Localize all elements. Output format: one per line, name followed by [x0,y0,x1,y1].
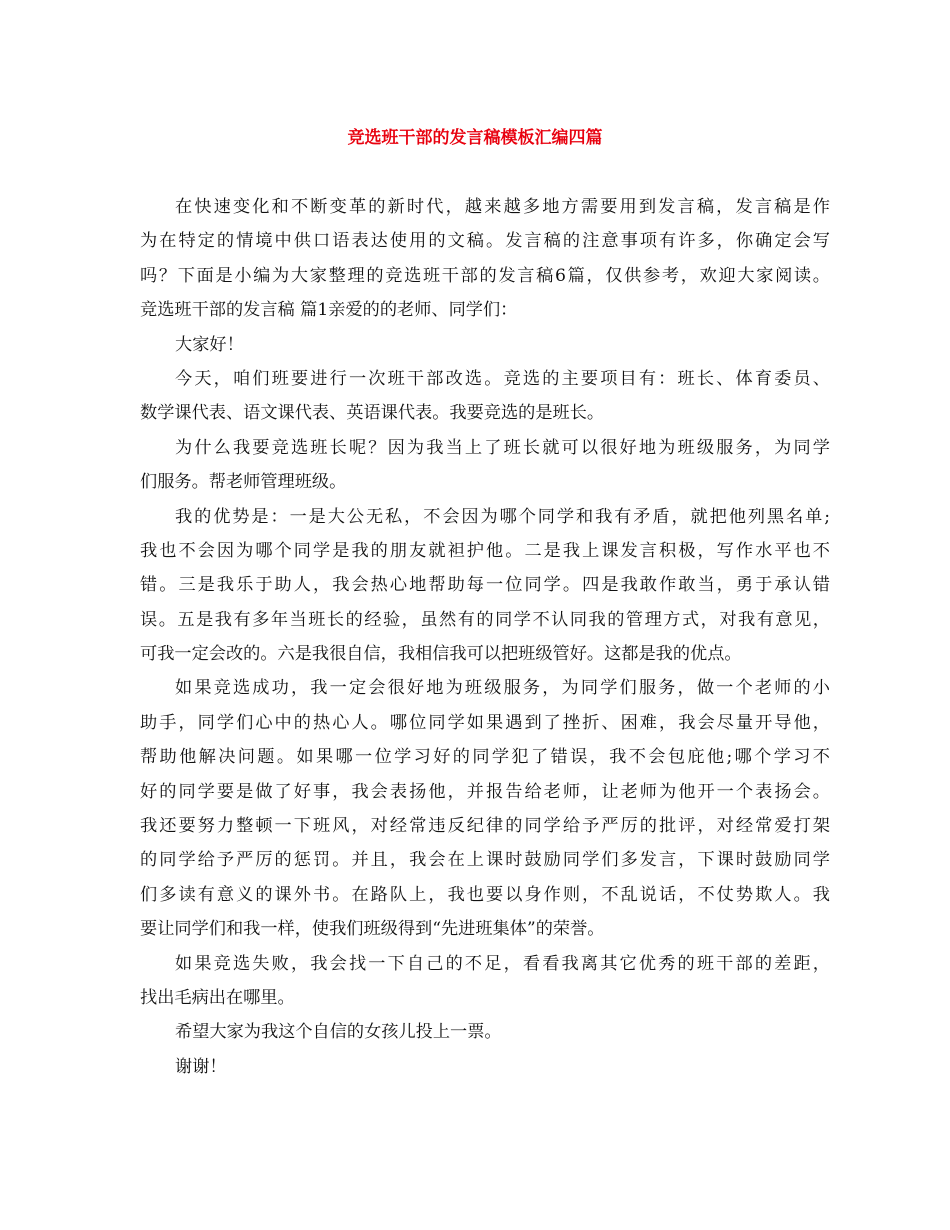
text-line: 今天，咱们班要进行一次班干部改选。竞选的主要项目有：班长、体育委员、 [175,368,830,389]
text-line: 谢谢！ [175,1056,227,1077]
document-body [140,190,830,1084]
text-line: 的同学给予严厉的惩罚。并且，我会在上课时鼓励同学们多发言，下课时鼓励同学 [140,850,830,871]
text-line: 为在特定的情境中供口语表达使用的文稿。发言稿的注意事项有许多，你确定会写 [140,231,830,252]
text-line: 我还要努力整顿一下班风，对经常违反纪律的同学给予严厉的批评，对经常爱打架 [140,816,830,837]
text-line: 在快速变化和不断变革的新时代，越来越多地方需要用到发言稿，发言稿是作 [175,197,830,217]
text-line: 如果竞选成功，我一定会很好地为班级服务，为同学们服务，做一个老师的小 [175,678,830,699]
text-line: 我也不会因为哪个同学是我的朋友就袒护他。二是我上课发言积极，写作水平也不 [140,540,830,561]
text-line: 要让同学们和我一样，使我们班级得到“先进班集体”的荣誉。 [140,919,605,940]
text-line: 竞选班干部的发言稿 篇1亲爱的的老师、同学们： [140,300,518,321]
text-line: 为什么我要竞选班长呢？因为我当上了班长就可以很好地为班级服务，为同学 [175,437,830,458]
text-line: 数学课代表、语文课代表、英语课代表。我要竞选的是班长。 [140,403,605,424]
text-line: 可我一定会改的。六是我很自信，我相信我可以把班级管好。这都是我的优点。 [140,644,742,665]
text-line: 错。三是我乐于助人，我会热心地帮助每一位同学。四是我敢作敢当，勇于承认错 [140,575,830,596]
text-line: 助手，同学们心中的热心人。哪位同学如果遇到了挫折、困难，我会尽量开导他， [140,712,830,733]
text-line: 帮助他解决问题。如果哪一位学习好的同学犯了错误，我不会包庇他;哪个学习不 [140,747,830,768]
text-line: 如果竞选失败，我会找一下自己的不足，看看我离其它优秀的班干部的差距， [175,953,830,974]
text-line: 吗？下面是小编为大家整理的竞选班干部的发言稿6篇，仅供参考，欢迎大家阅读。 [140,265,830,286]
text-line: 们服务。帮老师管理班级。 [140,472,347,493]
document-title: 竞选班干部的发言稿模板汇编四篇 [347,128,603,148]
text-line: 希望大家为我这个自信的女孩儿投上一票。 [175,1022,502,1043]
text-line: 我的优势是：一是大公无私，不会因为哪个同学和我有矛盾，就把他列黑名单; [175,506,830,527]
text-line: 找出毛病出在哪里。 [140,987,295,1008]
text-line: 误。五是我有多年当班长的经验，虽然有的同学不认同我的管理方式，对我有意见， [140,609,830,630]
text-line: 好的同学要是做了好事，我会表扬他，并报告给老师，让老师为他开一个表扬会。 [140,781,830,802]
text-line: 大家好！ [175,334,244,355]
text-line: 们多读有意义的课外书。在路队上，我也要以身作则，不乱说话，不仗势欺人。我 [140,884,830,905]
